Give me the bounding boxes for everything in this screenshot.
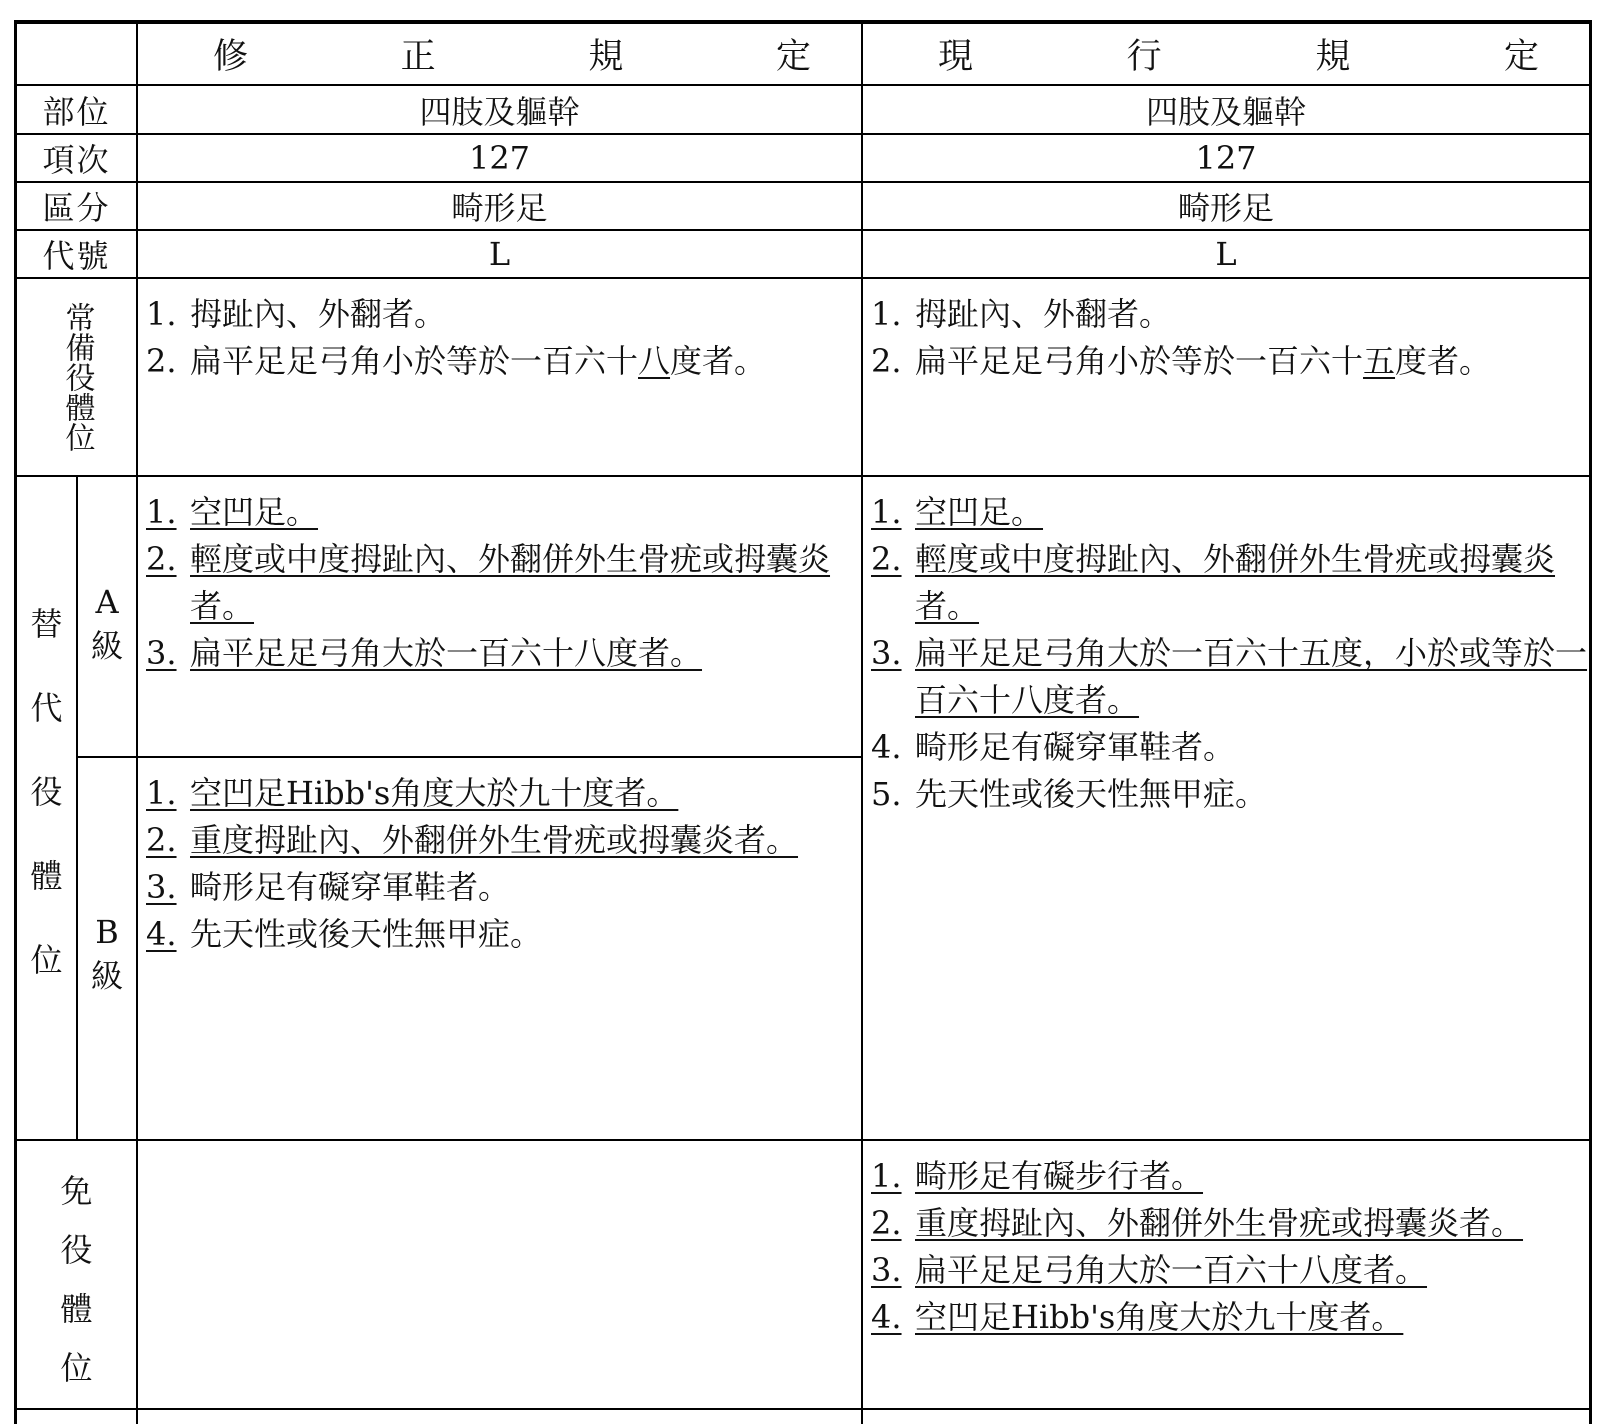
list-item: 2. 扁平足足弓角小於等於一百六十八度者。 [146, 342, 767, 380]
revised-code: L [488, 235, 511, 273]
row-label-exempt [17, 1160, 136, 1395]
header-char: 行 [1126, 37, 1162, 77]
label-char: 替 [30, 605, 63, 643]
list-item: 4. 先天性或後天性無甲症。 [146, 915, 543, 953]
current-substitute [865, 477, 1589, 1139]
list-item: 1. 空凹足。 [146, 493, 319, 531]
active-duty-label: 常備役體位 [59, 302, 95, 452]
grade-letter: B [95, 913, 119, 951]
row-label-category: 區分 [42, 189, 111, 227]
list-item: 2. 扁平足足弓角小於等於一百六十五度者。 [871, 342, 1492, 380]
row-label-part: 部位 [42, 92, 111, 131]
header-char: 規 [588, 37, 624, 77]
list-item: 2. 重度拇趾內、外翻併外生骨疣或拇囊炎者。 [146, 821, 799, 859]
header-char: 定 [775, 37, 811, 77]
list-item: 3. 扁平足足弓角大於一百六十五度，小於或等於一百六十八度者。 [871, 634, 1588, 719]
list-item: 3. 扁平足足弓角大於一百六十八度者。 [871, 1251, 1428, 1289]
list-item: 1. 空凹足Hibb's角度大於九十度者。 [146, 774, 679, 812]
label-char: 位 [60, 1348, 93, 1387]
list-item: 5. 先天性或後天性無甲症。 [871, 775, 1268, 813]
revised-grade-a [140, 477, 861, 756]
list-item: 3. 畸形足有礙穿軍鞋者。 [146, 868, 511, 906]
row-label-active-duty [17, 279, 136, 475]
current-part: 四肢及軀幹 [1145, 92, 1306, 131]
revised-header [138, 24, 861, 84]
grade-b-label [78, 910, 136, 1000]
list-item: 2. 輕度或中度拇趾內、外翻併外生骨疣或拇囊炎者。 [871, 540, 1556, 625]
list-item: 2. 輕度或中度拇趾內、外翻併外生骨疣或拇囊炎者。 [146, 540, 831, 625]
revised-exempt [138, 1141, 861, 1408]
label-char: 位 [30, 941, 63, 979]
grade-letter: A [95, 583, 119, 621]
row-label-code: 代號 [42, 237, 111, 275]
list-item: 4. 空凹足Hibb's角度大於九十度者。 [871, 1298, 1404, 1336]
row-label-substitute [17, 580, 76, 1000]
header-char: 定 [1503, 37, 1539, 77]
grade-a-label [78, 580, 136, 670]
header-char: 規 [1315, 37, 1351, 77]
current-category: 畸形足 [1177, 189, 1274, 227]
label-char: 役 [30, 773, 63, 811]
header-char: 正 [400, 37, 436, 77]
revised-grade-b [140, 758, 861, 1139]
revised-part: 四肢及軀幹 [419, 92, 580, 131]
list-item: 4. 畸形足有礙穿軍鞋者。 [871, 728, 1236, 766]
right-border [1589, 20, 1592, 1424]
header-char: 現 [938, 37, 974, 77]
list-item: 1. 拇趾內、外翻者。 [146, 295, 447, 333]
list-item: 1. 拇趾內、外翻者。 [871, 295, 1172, 333]
label-char: 代 [30, 689, 63, 727]
list-item: 1. 畸形足有礙步行者。 [871, 1157, 1204, 1195]
revised-category: 畸形足 [451, 189, 548, 227]
label-char: 體 [60, 1289, 93, 1328]
row-label-item: 項次 [42, 141, 111, 179]
list-item: 2. 重度拇趾內、外翻併外生骨疣或拇囊炎者。 [871, 1204, 1524, 1242]
list-item: 1. 空凹足。 [871, 493, 1044, 531]
current-header [863, 24, 1589, 84]
label-char: 免 [60, 1172, 93, 1211]
header-char: 修 [213, 37, 249, 77]
grade-word: 級 [90, 627, 123, 665]
grade-word: 級 [90, 957, 123, 995]
current-code: L [1215, 235, 1237, 273]
grade-col-divider [76, 475, 78, 1139]
revised-item: 127 [468, 139, 531, 177]
label-char: 體 [30, 857, 63, 895]
current-item: 127 [1195, 139, 1257, 177]
list-item: 3. 扁平足足弓角大於一百六十八度者。 [146, 634, 703, 672]
current-exempt [865, 1141, 1589, 1408]
revised-active-duty [140, 279, 861, 475]
current-active-duty [865, 279, 1589, 475]
label-char: 役 [60, 1231, 93, 1270]
row-divider [14, 1408, 1592, 1410]
